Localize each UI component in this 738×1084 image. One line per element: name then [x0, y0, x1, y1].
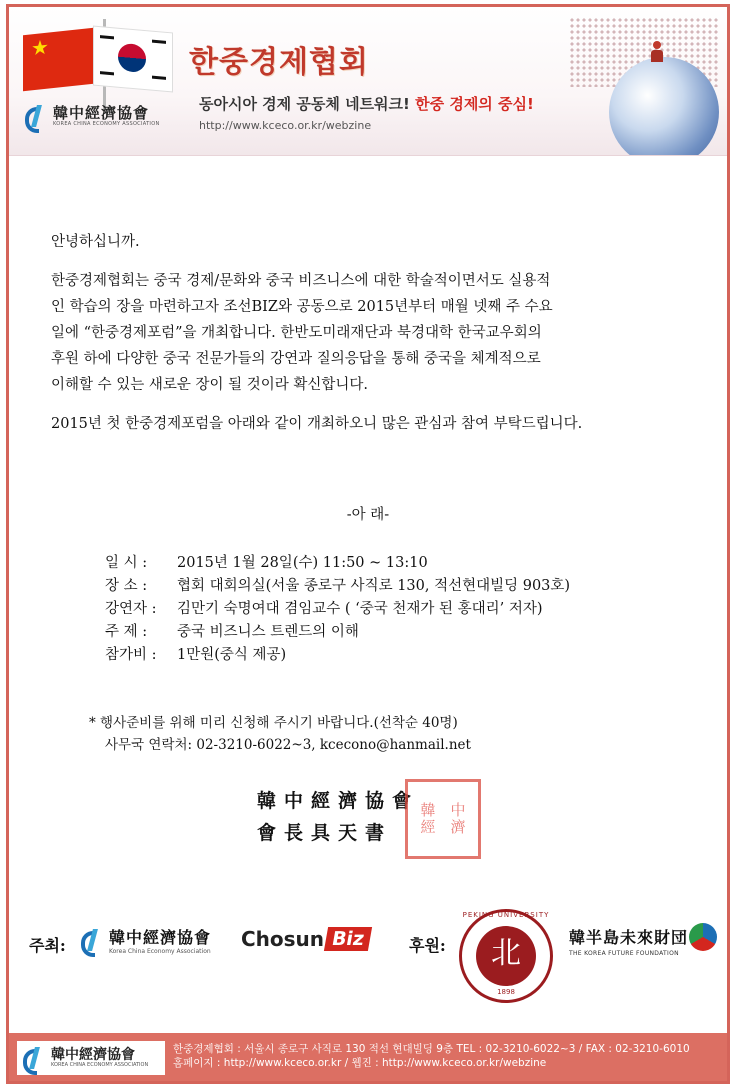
contact-line: 사무국 연락처: 02-3210-6022~3, kcecono@hanmail.net — [105, 737, 471, 753]
swirl-icon — [689, 923, 717, 951]
detail-row-place — [105, 575, 570, 598]
signature — [257, 785, 419, 849]
header-slogan — [199, 93, 534, 114]
slogan-highlight: 한중 경제의 중심! — [415, 95, 534, 113]
biz-badge: Biz — [324, 927, 372, 951]
host-logo-cn: 韓中經濟協會 — [109, 928, 212, 947]
registration-note — [89, 712, 471, 756]
detail-value: 2015년 1월 28일(수) 11:50 ~ 13:10 — [177, 555, 428, 571]
footer-logo-en: KOREA CHINA ECONOMY ASSOCIATION — [51, 1062, 149, 1068]
footer — [9, 1033, 727, 1081]
footer-logo[interactable] — [17, 1041, 165, 1075]
peking-ring-text: PEKING UNIVERSITY — [462, 911, 550, 919]
webzine-url[interactable]: http://www.kceco.or.kr/webzine — [199, 119, 372, 132]
detail-row-topic — [105, 621, 570, 644]
intro-line: 이해할 수 있는 새로운 장이 될 것이라 확신합니다. — [51, 377, 369, 393]
detail-label: 장 소 : — [105, 578, 148, 594]
chosun-text: Chosun — [241, 927, 325, 951]
korea-flag-icon — [93, 26, 173, 93]
detail-value: 1만원(중식 제공) — [177, 647, 287, 663]
slogan-main: 동아시아 경제 공동체 네트워크! — [199, 95, 410, 113]
china-flag-icon: ★ — [23, 27, 103, 91]
note-line: * 행사준비를 위해 미리 신청해 주시기 바랍니다.(선착순 40명) — [89, 715, 458, 731]
intro-line: 인 학습의 장을 마련하고자 조선BIZ와 공동으로 2015년부터 매월 넷째 주 수요 — [51, 299, 553, 315]
footer-links[interactable]: 홈페이지 : http://www.kceco.or.kr / 웹진 : http://www.kceco.or.kr/webzine — [173, 1057, 547, 1069]
kceco-logo-icon — [25, 105, 47, 127]
intro-line: 일에 “한중경제포럼”을 개최합니다. 한반도미래재단과 북경대학 한국교우회의 — [51, 325, 542, 341]
invitation-paragraph: 2015년 첫 한중경제포럼을 아래와 같이 개최하오니 많은 관심과 참여 부탁드립니다. — [51, 416, 583, 432]
kceco-logo-icon — [23, 1047, 45, 1069]
footer-logo-cn: 韓中經濟協會 — [51, 1047, 135, 1063]
signature-chairman: 會長具天書 — [257, 822, 393, 844]
detail-label: 참가비 : — [105, 647, 157, 663]
greeting: 안녕하십니까. — [51, 234, 140, 250]
footer-address: 한중경제협회 : 서울시 종로구 사직로 130 적선 현대빌딩 9층 TEL : 02-3210-6022~3 / FAX : 02-3210-6010 — [173, 1043, 690, 1055]
detail-label: 주 제 : — [105, 624, 148, 640]
peking-emblem-icon: 北 — [491, 936, 521, 971]
section-heading: -아 래- — [346, 507, 390, 523]
korea-future-foundation-logo[interactable] — [569, 925, 688, 957]
host-logo[interactable] — [81, 925, 211, 955]
detail-label: 강연자 : — [105, 601, 157, 617]
detail-row-fee — [105, 644, 570, 667]
globe-icon — [609, 57, 719, 156]
letter-body — [51, 229, 711, 437]
host-logo-en: Korea China Economy Association — [109, 948, 211, 955]
support-label: 후원: — [409, 936, 446, 955]
intro-line: 후원 하에 다양한 중국 전문가들의 강연과 질의응답을 통해 중국을 체계적으로 — [51, 351, 541, 367]
header-banner — [9, 7, 727, 156]
event-details — [105, 552, 570, 667]
signature-association: 韓中經濟協會 — [257, 790, 420, 812]
kfuture-english: THE KOREA FUTURE FOUNDATION — [569, 950, 679, 957]
intro-paragraph — [51, 268, 711, 398]
detail-value: 협회 대회의실(서울 종로구 사직로 130, 적선현대빌딩 903호) — [177, 578, 571, 594]
association-logo[interactable] — [25, 105, 160, 127]
host-label: 주최: — [29, 936, 66, 955]
kceco-logo-icon — [81, 929, 103, 951]
logo-chinese-name: 韓中經濟協會 — [53, 103, 150, 122]
red-seal-stamp: 韓 中 經 濟 — [405, 779, 481, 859]
detail-value: 중국 비즈니스 트렌드의 이해 — [177, 624, 359, 640]
association-title: 한중경제협회 — [189, 45, 369, 80]
intro-line: 한중경제협회는 중국 경제/문화와 중국 비즈니스에 대한 학술적이면서도 실용적 — [51, 273, 551, 289]
detail-value: 김만기 숙명여대 겸임교수 ( ‘중국 천재가 된 홍대리’ 저자) — [177, 601, 543, 617]
detail-row-speaker — [105, 598, 570, 621]
footer-text — [173, 1042, 690, 1070]
chosunbiz-logo[interactable] — [241, 927, 370, 951]
detail-label: 일 시 : — [105, 555, 148, 571]
letter-frame — [6, 4, 730, 1084]
kfuture-title: 韓半島未來財団 — [569, 928, 689, 947]
peking-year: 1898 — [497, 988, 515, 996]
peking-university-logo[interactable] — [459, 909, 553, 1003]
sponsors-bar — [9, 907, 727, 1007]
logo-english-name: KOREA CHINA ECONOMY ASSOCIATION — [53, 120, 160, 127]
person-icon — [651, 41, 663, 63]
detail-row-date — [105, 552, 570, 575]
